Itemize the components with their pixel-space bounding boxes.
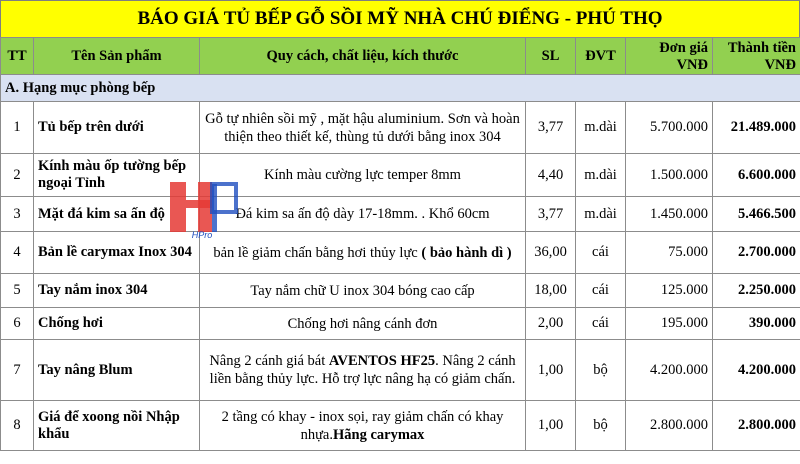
quote-table [0,37,800,451]
row-unit: m.dài [576,154,626,197]
row-qty: 18,00 [526,274,576,308]
section-label: A. Hạng mục phòng bếp [1,75,800,102]
col-tt: TT [1,38,34,75]
row-spec-text: . Nâng 2 cánh liền bằng thủy lực. Hỗ trợ lực nâng hạ có giảm chấn. [209,353,516,387]
row-name: Giá để xoong nồi Nhập khẩu [34,401,200,451]
row-tt: 4 [1,232,34,274]
row-tt: 8 [1,401,34,451]
section-row [1,75,800,102]
table-row [1,102,800,154]
row-total: 390.000 [713,308,800,340]
row-name: Kính màu ốp tường bếp ngoại Tỉnh [34,154,200,197]
row-total: 2.800.000 [713,401,800,451]
row-tt: 7 [1,340,34,401]
col-price-line1: Đơn giá [659,40,708,56]
col-price-line2: VNĐ [676,57,708,73]
logo-p-stem [212,184,217,232]
row-qty: 36,00 [526,232,576,274]
col-unit: ĐVT [576,38,626,75]
hpro-logo [168,172,240,240]
row-price: 1.500.000 [626,154,713,197]
logo-text: HPro [191,230,213,240]
row-name: Tay nắm inox 304 [34,274,200,308]
row-tt: 3 [1,197,34,232]
row-unit: cái [576,274,626,308]
row-qty: 3,77 [526,197,576,232]
row-qty: 1,00 [526,401,576,451]
row-name: Tay nâng Blum [34,340,200,401]
row-name: Chống hơi [34,308,200,340]
row-price: 4.200.000 [626,340,713,401]
row-name: Bản lề carymax Inox 304 [34,232,200,274]
row-price: 2.800.000 [626,401,713,451]
header-row [1,38,800,75]
row-qty: 2,00 [526,308,576,340]
table-row [1,340,800,401]
row-unit: bộ [576,401,626,451]
col-total-line2: VNĐ [764,57,796,73]
row-tt: 6 [1,308,34,340]
row-unit: bộ [576,340,626,401]
row-spec-bold: AVENTOS HF25 [328,353,436,369]
row-spec-text: Nâng 2 cánh giá bát [209,353,326,369]
row-spec: Chống hơi nâng cánh đơn [200,308,526,340]
row-qty: 3,77 [526,102,576,154]
table-row [1,274,800,308]
logo-bar-right [198,182,212,232]
row-spec: Đá kim sa ấn độ dày 17-18mm. . Khổ 60cm [200,197,526,232]
table-row [1,197,800,232]
row-spec: Gỗ tự nhiên sồi mỹ , mặt hậu aluminium. Sơn và hoàn thiện theo thiết kế, thùng tủ dưới bằng inox 304 [200,102,526,154]
col-spec: Quy cách, chất liệu, kích thước [200,38,526,75]
row-spec-text: bản lề giảm chấn bằng hơi thủy lực [213,244,418,261]
table-row [1,308,800,340]
row-qty: 1,00 [526,340,576,401]
row-spec: Tay nắm chữ U inox 304 bóng cao cấp [200,274,526,308]
row-price: 1.450.000 [626,197,713,232]
row-name: Tủ bếp trên dưới [34,102,200,154]
row-tt: 5 [1,274,34,308]
table-row [1,401,800,451]
row-unit: cái [576,232,626,274]
col-total-line1: Thành tiền [727,40,796,56]
table-row [1,154,800,197]
row-unit: m.dài [576,102,626,154]
row-spec [200,401,526,451]
row-total: 2.700.000 [713,232,800,274]
row-spec-bold: Hãng carymax [333,426,425,443]
row-spec-bold: ( bảo hành dì ) [421,244,512,261]
sheet-title: BÁO GIÁ TỦ BẾP GỖ SỒI MỸ NHÀ CHÚ ĐIỂNG - PHÚ THỌ [0,0,800,38]
row-price: 5.700.000 [626,102,713,154]
row-spec-text: 2 tầng có khay - inox sọi, ray giảm chấn có khay nhựa. [221,408,504,443]
row-qty: 4,40 [526,154,576,197]
row-unit: m.dài [576,197,626,232]
row-total: 2.250.000 [713,274,800,308]
row-spec: Kính màu cường lực temper 8mm [200,154,526,197]
row-price: 125.000 [626,274,713,308]
row-price: 75.000 [626,232,713,274]
row-tt: 2 [1,154,34,197]
row-total: 21.489.000 [713,102,800,154]
col-total [713,38,800,75]
row-total: 5.466.500 [713,197,800,232]
logo-bar-left [170,182,186,232]
table-row [1,232,800,274]
row-tt: 1 [1,102,34,154]
col-qty: SL [526,38,576,75]
row-spec [200,340,526,401]
row-unit: cái [576,308,626,340]
row-total: 4.200.000 [713,340,800,401]
row-spec [200,232,526,274]
row-price: 195.000 [626,308,713,340]
col-price [626,38,713,75]
row-total: 6.600.000 [713,154,800,197]
col-name: Tên Sản phẩm [34,38,200,75]
row-name: Mặt đá kim sa ấn độ [34,197,200,232]
